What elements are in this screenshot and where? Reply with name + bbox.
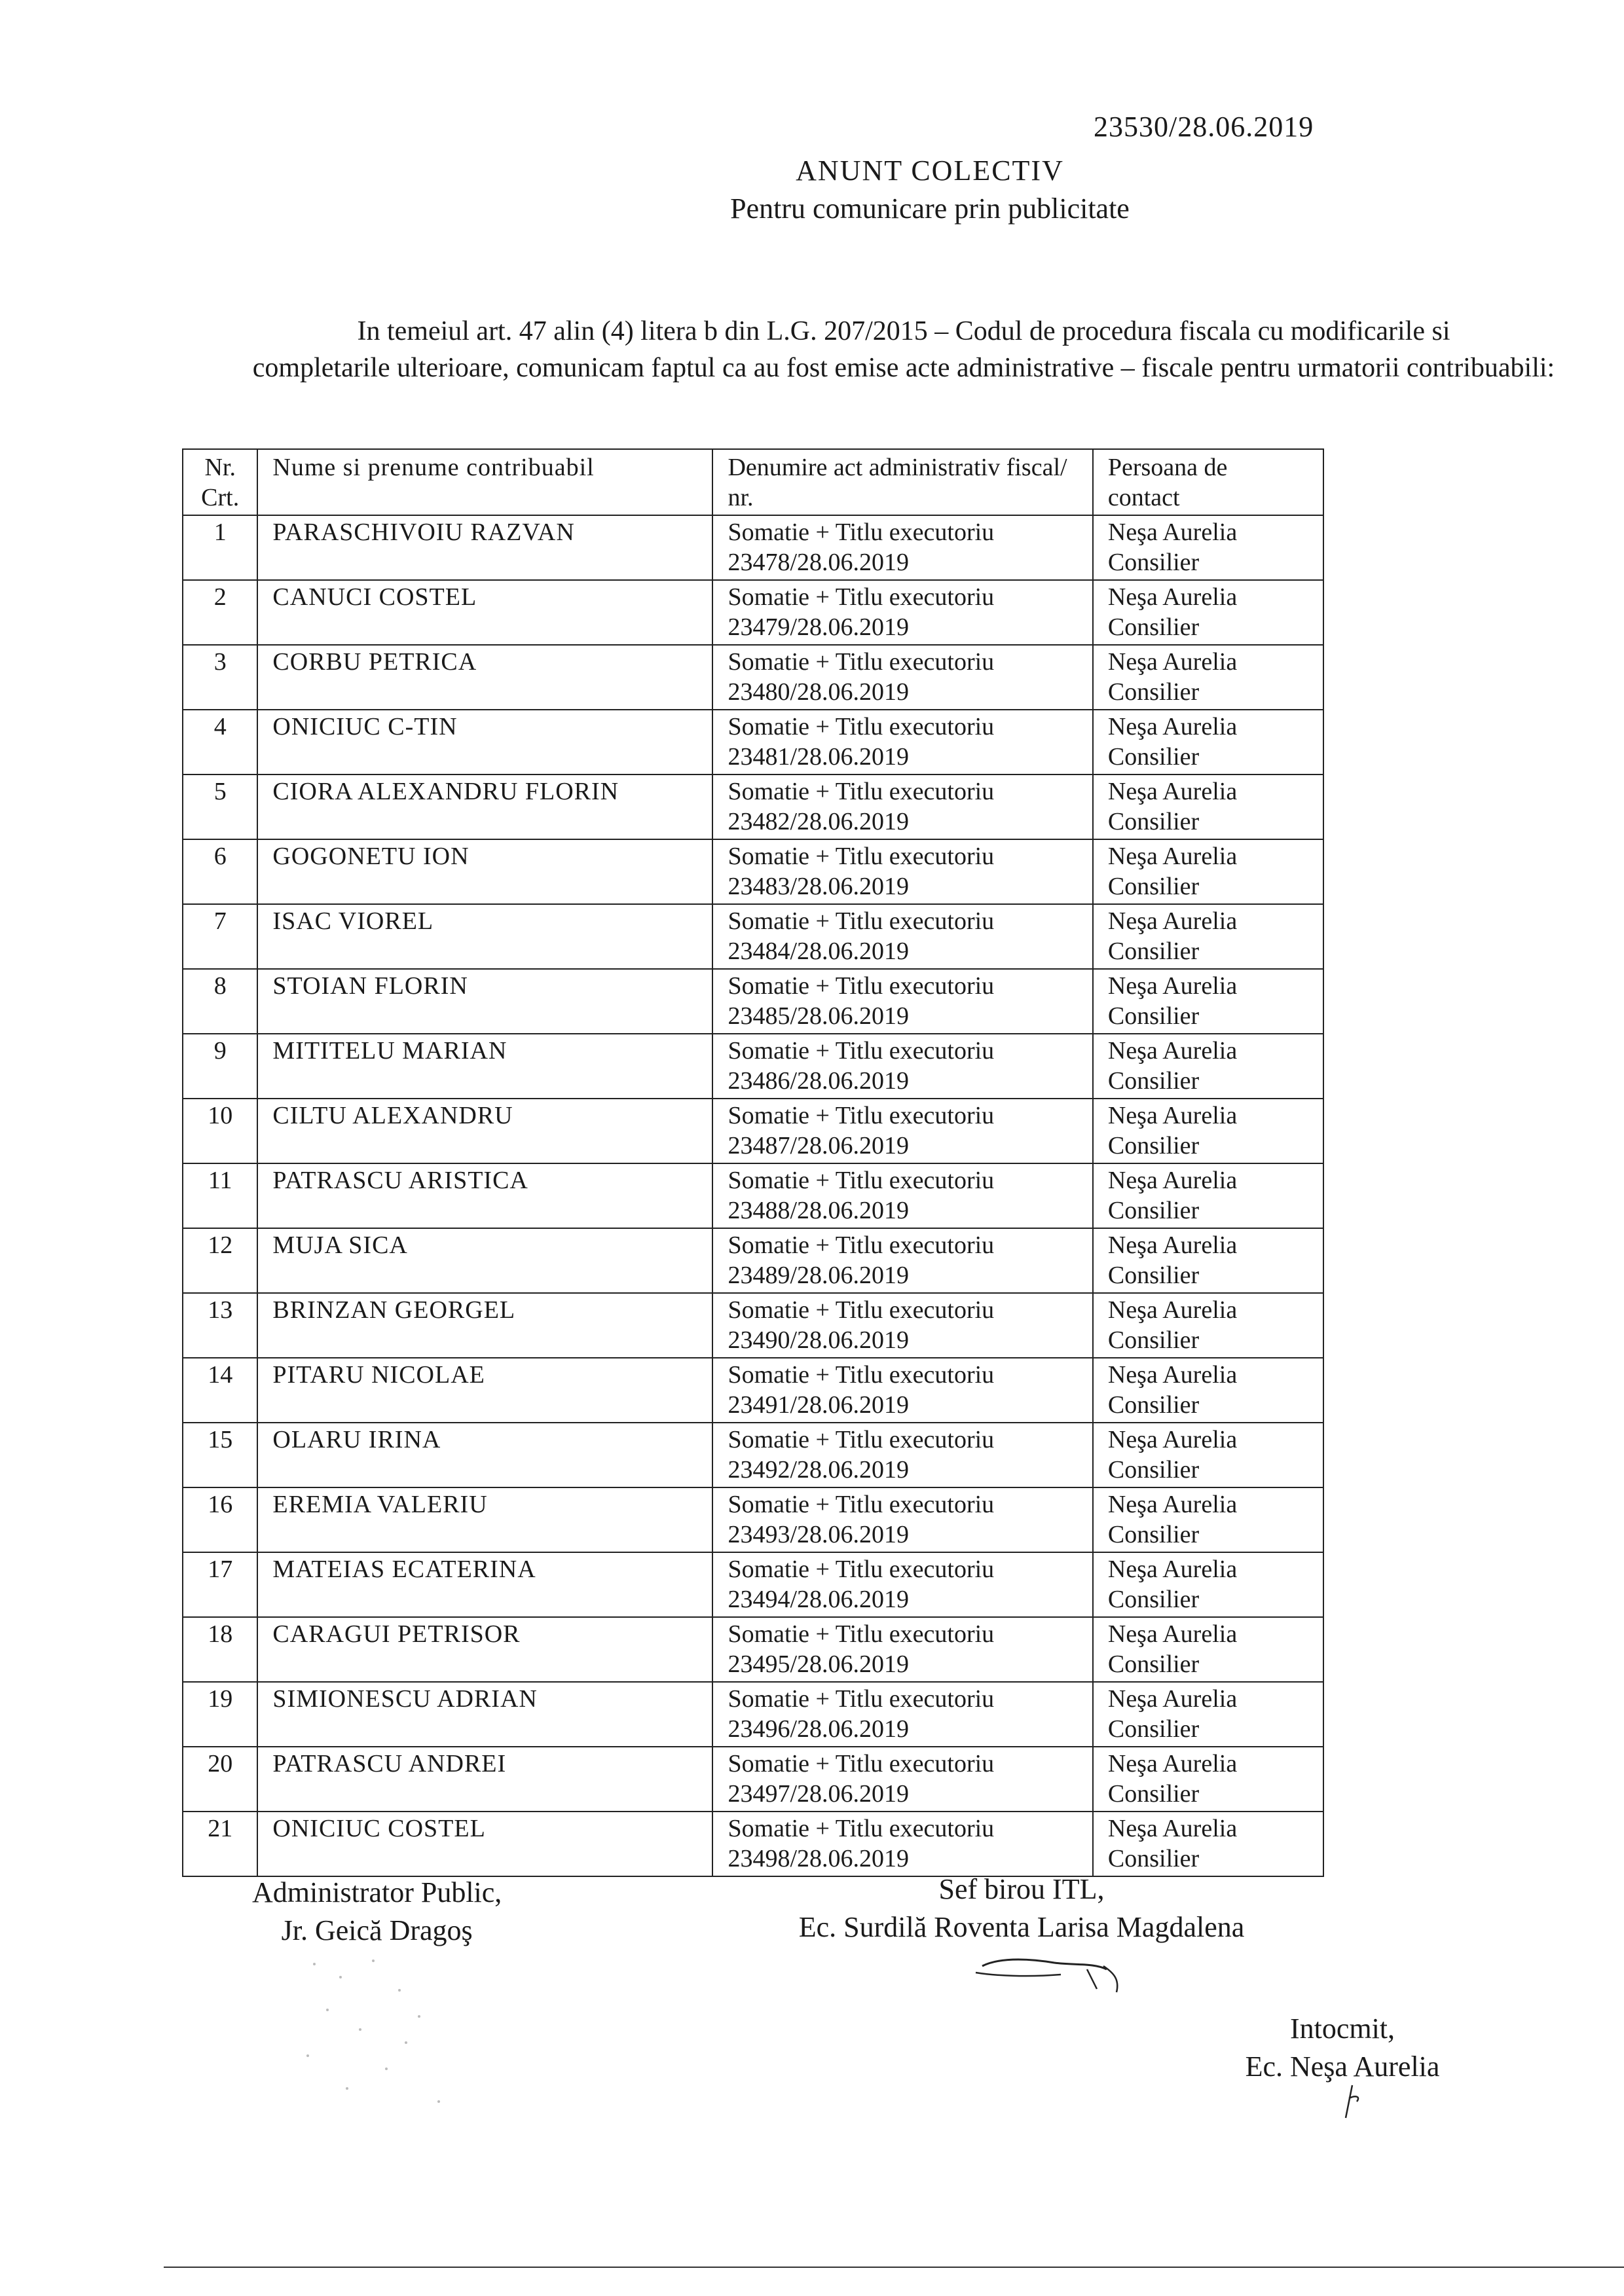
contact-name: Neşa Aurelia (1107, 583, 1238, 611)
intro-paragraph (190, 313, 1617, 386)
cell-nr: 9 (183, 1034, 257, 1099)
cell-taxpayer-name: GOGONETU ION (257, 839, 712, 904)
cell-act (712, 710, 1092, 774)
cell-taxpayer-name: ONICIUC C-TIN (257, 710, 712, 774)
table-row (183, 774, 1323, 839)
contact-role: Consilier (1107, 1521, 1200, 1548)
contact-role: Consilier (1107, 1197, 1200, 1224)
cell-contact (1093, 1682, 1323, 1747)
contact-role: Consilier (1107, 1262, 1200, 1289)
cell-contact (1093, 969, 1323, 1034)
act-type: Somatie + Titlu executoriu (728, 583, 995, 611)
contact-role: Consilier (1107, 1002, 1200, 1030)
contact-role: Consilier (1107, 613, 1200, 641)
cell-taxpayer-name: CORBU PETRICA (257, 645, 712, 710)
table-row (183, 1358, 1323, 1423)
table-row (183, 1487, 1323, 1552)
cell-act (712, 904, 1092, 969)
cell-act (712, 969, 1092, 1034)
cell-act (712, 1682, 1092, 1747)
contact-name: Neşa Aurelia (1107, 1102, 1238, 1129)
act-number: 23478/28.06.2019 (728, 549, 910, 576)
act-type: Somatie + Titlu executoriu (728, 1296, 995, 1324)
taxpayer-table (182, 448, 1324, 1877)
cell-act (712, 1423, 1092, 1487)
act-number: 23495/28.06.2019 (728, 1650, 910, 1678)
header-act (712, 449, 1092, 515)
header-nr-line: Nr. (204, 454, 236, 481)
contact-role: Consilier (1107, 873, 1200, 900)
contact-name: Neşa Aurelia (1107, 1426, 1238, 1453)
document-number: 23530/28.06.2019 (1094, 111, 1314, 143)
act-number: 23487/28.06.2019 (728, 1132, 910, 1159)
contact-role: Consilier (1107, 1586, 1200, 1613)
contact-name: Neşa Aurelia (1107, 1491, 1238, 1518)
cell-act (712, 1099, 1092, 1163)
contact-name: Neşa Aurelia (1107, 1361, 1238, 1389)
title-block (0, 152, 1624, 228)
contact-role: Consilier (1107, 1780, 1200, 1808)
table-row (183, 1228, 1323, 1293)
cell-nr: 15 (183, 1423, 257, 1487)
cell-act (712, 1552, 1092, 1617)
cell-taxpayer-name: CIORA ALEXANDRU FLORIN (257, 774, 712, 839)
header-contact-line: Persoana de (1107, 454, 1228, 481)
document-title: ANUNT COLECTIV (796, 155, 1064, 187)
contact-role: Consilier (1107, 1650, 1200, 1678)
cell-act (712, 1228, 1092, 1293)
act-type: Somatie + Titlu executoriu (728, 1620, 995, 1648)
cell-act (712, 580, 1092, 645)
table-row (183, 515, 1323, 580)
contact-name: Neşa Aurelia (1107, 713, 1238, 740)
act-number: 23498/28.06.2019 (728, 1845, 910, 1872)
cell-nr: 14 (183, 1358, 257, 1423)
act-number: 23496/28.06.2019 (728, 1715, 910, 1743)
cell-taxpayer-name: MATEIAS ECATERINA (257, 1552, 712, 1617)
cell-taxpayer-name: CARAGUI PETRISOR (257, 1617, 712, 1682)
cell-taxpayer-name: CILTU ALEXANDRU (257, 1099, 712, 1163)
contact-role: Consilier (1107, 1715, 1200, 1743)
table-row (183, 1293, 1323, 1358)
document-subtitle: Pentru comunicare prin publicitate (730, 192, 1130, 225)
intro-line: completarile ulterioare, comunicam faptul ca au fost emise acte administrative – fiscale pentru urmatorii contribuabili: (252, 353, 1555, 383)
contact-role: Consilier (1107, 808, 1200, 835)
act-type: Somatie + Titlu executoriu (728, 1037, 995, 1065)
header-nr (183, 449, 257, 515)
header-contact-line: contact (1107, 484, 1180, 511)
act-type: Somatie + Titlu executoriu (728, 519, 995, 546)
cell-taxpayer-name: MITITELU MARIAN (257, 1034, 712, 1099)
act-type: Somatie + Titlu executoriu (728, 1556, 995, 1583)
act-number: 23484/28.06.2019 (728, 938, 910, 965)
cell-nr: 13 (183, 1293, 257, 1358)
contact-name: Neşa Aurelia (1107, 1167, 1238, 1194)
cell-act (712, 1812, 1092, 1876)
contact-name: Neşa Aurelia (1107, 1620, 1238, 1648)
table-header-row (183, 449, 1323, 515)
cell-contact (1093, 1034, 1323, 1099)
faint-stamp-mark (288, 1951, 498, 2121)
cell-nr: 1 (183, 515, 257, 580)
table-body (183, 515, 1323, 1876)
contact-role: Consilier (1107, 549, 1200, 576)
cell-nr: 6 (183, 839, 257, 904)
cell-act (712, 839, 1092, 904)
act-number: 23479/28.06.2019 (728, 613, 910, 641)
contact-name: Neşa Aurelia (1107, 907, 1238, 935)
table-row (183, 1034, 1323, 1099)
act-number: 23485/28.06.2019 (728, 1002, 910, 1030)
table-row (183, 710, 1323, 774)
cell-contact (1093, 904, 1323, 969)
table-row (183, 839, 1323, 904)
act-number: 23486/28.06.2019 (728, 1067, 910, 1095)
act-number: 23490/28.06.2019 (728, 1326, 910, 1354)
header-name: Nume si prenume contribuabil (257, 449, 712, 515)
act-type: Somatie + Titlu executoriu (728, 843, 995, 870)
cell-act (712, 1358, 1092, 1423)
cell-nr: 12 (183, 1228, 257, 1293)
signature-office-head (773, 1870, 1270, 1946)
cell-contact (1093, 1812, 1323, 1876)
cell-act (712, 645, 1092, 710)
signature-title: Sef birou ITL, (938, 1873, 1105, 1905)
table-row (183, 1099, 1323, 1163)
contact-name: Neşa Aurelia (1107, 519, 1238, 546)
signature-title: Intocmit, (1289, 2013, 1395, 2045)
contact-name: Neşa Aurelia (1107, 1556, 1238, 1583)
signature-name: Ec. Neşa Aurelia (1245, 2050, 1440, 2083)
contact-role: Consilier (1107, 1845, 1200, 1872)
cell-taxpayer-name: BRINZAN GEORGEL (257, 1293, 712, 1358)
table-row (183, 1423, 1323, 1487)
cell-nr: 18 (183, 1617, 257, 1682)
contact-name: Neşa Aurelia (1107, 972, 1238, 1000)
handwritten-signature-icon (956, 1943, 1153, 2002)
act-type: Somatie + Titlu executoriu (728, 713, 995, 740)
header-nr-line: Crt. (201, 484, 240, 511)
contact-name: Neşa Aurelia (1107, 1750, 1238, 1777)
cell-contact (1093, 1423, 1323, 1487)
contact-name: Neşa Aurelia (1107, 1296, 1238, 1324)
act-type: Somatie + Titlu executoriu (728, 778, 995, 805)
cell-contact (1093, 580, 1323, 645)
cell-nr: 16 (183, 1487, 257, 1552)
contact-role: Consilier (1107, 1132, 1200, 1159)
contact-name: Neşa Aurelia (1107, 778, 1238, 805)
contact-role: Consilier (1107, 1326, 1200, 1354)
act-type: Somatie + Titlu executoriu (728, 1231, 995, 1259)
act-type: Somatie + Titlu executoriu (728, 1815, 995, 1842)
cell-taxpayer-name: SIMIONESCU ADRIAN (257, 1682, 712, 1747)
cell-taxpayer-name: MUJA SICA (257, 1228, 712, 1293)
cell-act (712, 515, 1092, 580)
contact-name: Neşa Aurelia (1107, 1037, 1238, 1065)
cell-taxpayer-name: PATRASCU ANDREI (257, 1747, 712, 1812)
contact-role: Consilier (1107, 1391, 1200, 1419)
cell-contact (1093, 1617, 1323, 1682)
table-row (183, 645, 1323, 710)
cell-nr: 11 (183, 1163, 257, 1228)
cell-contact (1093, 710, 1323, 774)
cell-contact (1093, 839, 1323, 904)
signature-title: Administrator Public, (252, 1876, 502, 1908)
cell-taxpayer-name: ONICIUC COSTEL (257, 1812, 712, 1876)
act-number: 23489/28.06.2019 (728, 1262, 910, 1289)
cell-act (712, 1293, 1092, 1358)
header-act-line: nr. (728, 484, 754, 511)
act-type: Somatie + Titlu executoriu (728, 1361, 995, 1389)
act-type: Somatie + Titlu executoriu (728, 1750, 995, 1777)
cell-contact (1093, 645, 1323, 710)
act-number: 23488/28.06.2019 (728, 1197, 910, 1224)
cell-contact (1093, 1163, 1323, 1228)
cell-contact (1093, 1747, 1323, 1812)
cell-contact (1093, 1293, 1323, 1358)
cell-nr: 20 (183, 1747, 257, 1812)
signature-prepared-by (1218, 2010, 1467, 2086)
contact-role: Consilier (1107, 1456, 1200, 1484)
contact-role: Consilier (1107, 678, 1200, 706)
contact-role: Consilier (1107, 743, 1200, 771)
table-row (183, 1163, 1323, 1228)
header-act-line: Denumire act administrativ fiscal/ (728, 454, 1067, 481)
cell-taxpayer-name: STOIAN FLORIN (257, 969, 712, 1034)
cell-nr: 3 (183, 645, 257, 710)
contact-name: Neşa Aurelia (1107, 648, 1238, 676)
table-row (183, 580, 1323, 645)
cell-act (712, 1747, 1092, 1812)
act-number: 23483/28.06.2019 (728, 873, 910, 900)
cell-act (712, 774, 1092, 839)
act-type: Somatie + Titlu executoriu (728, 1167, 995, 1194)
act-number: 23480/28.06.2019 (728, 678, 910, 706)
cell-nr: 21 (183, 1812, 257, 1876)
act-type: Somatie + Titlu executoriu (728, 907, 995, 935)
table-row (183, 1617, 1323, 1682)
cell-contact (1093, 1487, 1323, 1552)
act-type: Somatie + Titlu executoriu (728, 1426, 995, 1453)
cell-nr: 8 (183, 969, 257, 1034)
signature-name: Jr. Geică Dragoş (281, 1914, 473, 1946)
act-number: 23492/28.06.2019 (728, 1456, 910, 1484)
contact-role: Consilier (1107, 1067, 1200, 1095)
act-number: 23494/28.06.2019 (728, 1586, 910, 1613)
cell-contact (1093, 1552, 1323, 1617)
table-row (183, 1747, 1323, 1812)
signature-name: Ec. Surdilă Roventa Larisa Magdalena (798, 1911, 1245, 1943)
cell-contact (1093, 1228, 1323, 1293)
cell-contact (1093, 774, 1323, 839)
act-number: 23481/28.06.2019 (728, 743, 910, 771)
cell-nr: 4 (183, 710, 257, 774)
table-row (183, 904, 1323, 969)
cell-taxpayer-name: PARASCHIVOIU RAZVAN (257, 515, 712, 580)
act-type: Somatie + Titlu executoriu (728, 648, 995, 676)
act-type: Somatie + Titlu executoriu (728, 1491, 995, 1518)
initials-signature-icon (1323, 2082, 1375, 2121)
act-number: 23497/28.06.2019 (728, 1780, 910, 1808)
cell-contact (1093, 1099, 1323, 1163)
table-row (183, 1682, 1323, 1747)
cell-taxpayer-name: ISAC VIOREL (257, 904, 712, 969)
cell-nr: 10 (183, 1099, 257, 1163)
signature-administrator (252, 1874, 502, 1950)
contact-role: Consilier (1107, 938, 1200, 965)
table-row (183, 1552, 1323, 1617)
act-number: 23491/28.06.2019 (728, 1391, 910, 1419)
contact-name: Neşa Aurelia (1107, 1685, 1238, 1713)
header-contact (1093, 449, 1323, 515)
cell-contact (1093, 1358, 1323, 1423)
table-row (183, 969, 1323, 1034)
cell-taxpayer-name: EREMIA VALERIU (257, 1487, 712, 1552)
cell-nr: 5 (183, 774, 257, 839)
cell-nr: 19 (183, 1682, 257, 1747)
act-type: Somatie + Titlu executoriu (728, 1685, 995, 1713)
cell-act (712, 1617, 1092, 1682)
cell-taxpayer-name: PITARU NICOLAE (257, 1358, 712, 1423)
cell-nr: 7 (183, 904, 257, 969)
cell-taxpayer-name: CANUCI COSTEL (257, 580, 712, 645)
cell-act (712, 1163, 1092, 1228)
intro-line: In temeiul art. 47 alin (4) litera b din L.G. 207/2015 – Codul de procedura fiscala cu modificarile si (357, 316, 1450, 346)
contact-name: Neşa Aurelia (1107, 843, 1238, 870)
cell-nr: 17 (183, 1552, 257, 1617)
contact-name: Neşa Aurelia (1107, 1815, 1238, 1842)
cell-taxpayer-name: PATRASCU ARISTICA (257, 1163, 712, 1228)
contact-name: Neşa Aurelia (1107, 1231, 1238, 1259)
cell-act (712, 1034, 1092, 1099)
cell-taxpayer-name: OLARU IRINA (257, 1423, 712, 1487)
act-type: Somatie + Titlu executoriu (728, 972, 995, 1000)
table-row (183, 1812, 1323, 1876)
cell-contact (1093, 515, 1323, 580)
act-type: Somatie + Titlu executoriu (728, 1102, 995, 1129)
cell-nr: 2 (183, 580, 257, 645)
bottom-divider (164, 2267, 1624, 2268)
cell-act (712, 1487, 1092, 1552)
act-number: 23493/28.06.2019 (728, 1521, 910, 1548)
act-number: 23482/28.06.2019 (728, 808, 910, 835)
